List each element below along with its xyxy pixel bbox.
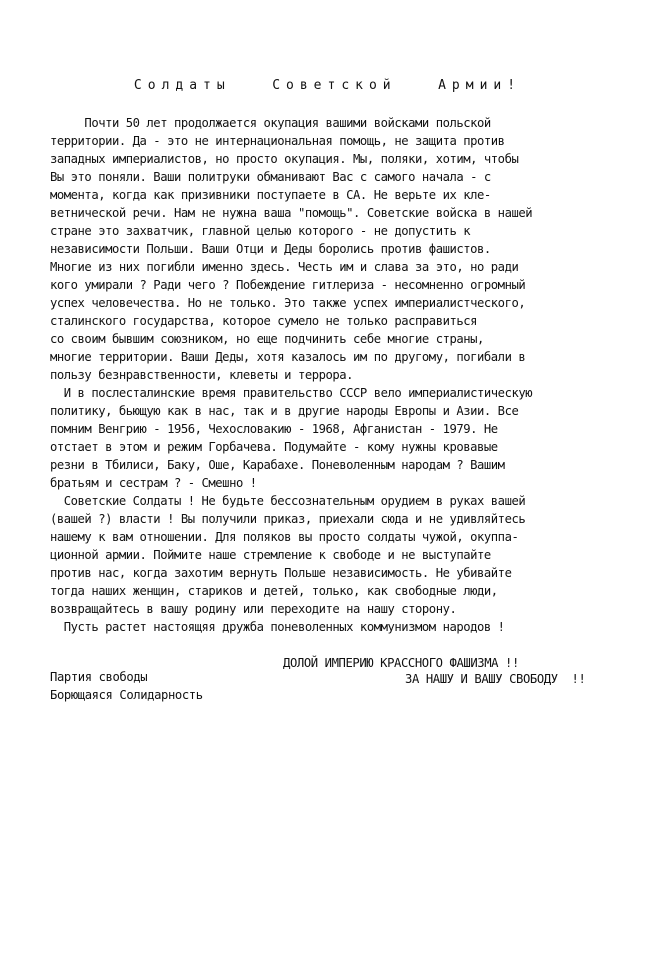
body-line: ционной армии. Поймите наше стремление к свободе и не выступайте	[50, 548, 491, 562]
body-line: многие территории. Ваши Деды, хотя казалось им по другому, погибали в	[50, 350, 526, 364]
body-line: Почти 50 лет продолжается окупация вашими войсками польской	[50, 116, 491, 130]
slogan-line-2: ЗА НАШУ И ВАШУ СВОБОДУ !!	[405, 672, 586, 686]
body-line: политику, бьющую как в нас, так и в другие народы Европы и Азии. Все	[50, 404, 519, 418]
body-line: отстает в этом и режим Горбачева. Подумайте - кому нужны кровавые	[50, 440, 498, 454]
body-line: Пусть растет настоящяя дружба поневоленных коммунизмом народов !	[50, 620, 505, 634]
body-line: помним Венгрию - 1956, Чехословакию - 1968, Афганистан - 1979. Не	[50, 422, 498, 436]
body-line: братьям и сестрам ? - Смешно !	[50, 476, 257, 490]
body-line: возвращайтесь в вашу родину или переходите на нашу сторону.	[50, 602, 457, 616]
body-line: Советские Солдаты ! Не будьте бессознательным орудием в руках вашей	[50, 494, 526, 508]
body-line: успех человечества. Но не только. Это также успех империалистческого,	[50, 296, 526, 310]
party-name-1: Партия свободы	[50, 670, 148, 684]
body-line: стране это захватчик, главной целью которого - не допустить к	[50, 224, 471, 238]
body-line: территории. Да - это не интернациональная помощь, не защита против	[50, 134, 505, 148]
body-line: нашему к вам отношении. Для поляков вы просто солдаты чужой, окуппа-	[50, 530, 519, 544]
body-line: пользу безнравственности, клеветы и террора.	[50, 368, 354, 382]
body-line: кого умирали ? Ради чего ? Побеждение гитлериза - несомненно огромный	[50, 278, 526, 292]
body-line: (вашей ?) власти ! Вы получили приказ, приехали сюда и не удивляйтесь	[50, 512, 526, 526]
body-line: против нас, когда захотим вернуть Польше независимость. Не убивайте	[50, 566, 512, 580]
body-line: момента, когда как призивники поступаете в СА. Не верьте их кле-	[50, 188, 491, 202]
body-line: независимости Польши. Ваши Отци и Деды боролись против фашистов.	[50, 242, 491, 256]
party-name-2: Борющаяся Солидарность	[50, 688, 203, 702]
body-line: Многие из них погибли именно здесь. Честь им и слава за это, но ради	[50, 260, 519, 274]
body-line: сталинского государства, которое сумело не только расправиться	[50, 314, 478, 328]
body-line: резни в Тбилиси, Баку, Оше, Карабахе. Поневоленным народам ? Вашим	[50, 458, 505, 472]
body-line: И в послесталинские время правительство СССР вело империалистическую	[50, 386, 533, 400]
body-line: западных империалистов, но просто окупация. Мы, поляки, хотим, чтобы	[50, 152, 519, 166]
body-line: Вы это поняли. Ваши политруки обманивают Вас с самого начала - с	[50, 170, 491, 184]
page-title: Солдаты Советской Армии!	[133, 78, 522, 93]
body-line: со своим бывшим союзником, но еще подчинить себе многие страны,	[50, 332, 484, 346]
body-line: тогда наших женщин, стариков и детей, только, как свободные люди,	[50, 584, 498, 598]
slogan-line-1: ДОЛОЙ ИМПЕРИЮ КРАССНОГО ФАШИЗМА !!	[283, 656, 519, 670]
body-line: ветнической речи. Нам не нужна ваша "помощь". Советские войска в нашей	[50, 206, 533, 220]
